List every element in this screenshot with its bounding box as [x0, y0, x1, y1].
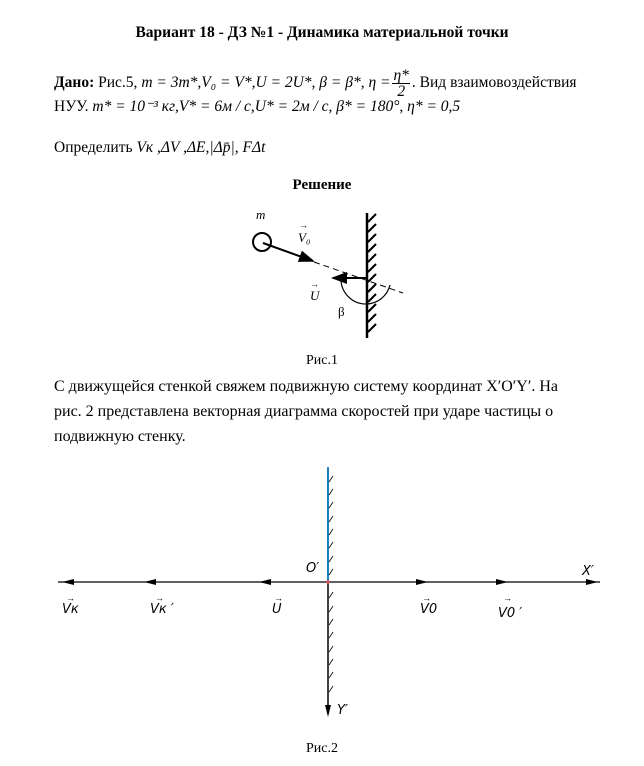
- given-figure-ref: Рис.5,: [98, 74, 138, 92]
- mass-label: m: [256, 207, 266, 222]
- vk-label: Vк: [62, 602, 79, 617]
- vk-prime-label: Vк ′: [150, 602, 174, 617]
- paragraph-line: С движущейся стенкой свяжем подвижную систему координат X′O′Y′. На: [54, 378, 559, 395]
- figure-2-caption: Рис.2: [306, 741, 338, 756]
- y-axis-arrow-icon: [325, 705, 331, 717]
- given-label: Дано:: [54, 74, 95, 92]
- svg-text:→: →: [155, 593, 164, 603]
- u-label: U: [310, 288, 320, 303]
- svg-text:→: →: [66, 593, 75, 603]
- v0-vector-arrow-icon: →: [299, 220, 308, 230]
- fraction-denominator: 2: [397, 83, 406, 100]
- origin-point: [326, 580, 330, 584]
- initial-conditions-label: НУУ.: [54, 98, 89, 115]
- u-vector-arrow-icon: →: [310, 279, 319, 289]
- v0-label: V0: [420, 602, 438, 617]
- svg-text:→: →: [503, 593, 512, 603]
- paragraph-line: подвижную стенку.: [54, 428, 186, 445]
- determine-label: Определить: [54, 139, 133, 156]
- page-title: Вариант 18 - ДЗ №1 - Динамика материальной точки: [135, 24, 509, 41]
- v0-label: V₀: [298, 230, 311, 245]
- origin-label: O′: [306, 561, 320, 576]
- vk-arrow-icon: [62, 579, 74, 585]
- given-formula: m = 3m*,V₀ = V*,U = 2U*, β = β*, η =: [141, 74, 391, 92]
- solution-heading: Решение: [292, 177, 352, 193]
- initial-conditions-formula: m* = 10⁻³ кг,V* = 6м / с,U* = 2м / с, β* = 180°, η* = 0,5: [92, 98, 461, 115]
- x-axis-arrow-icon: [586, 579, 598, 585]
- figure-1-caption: Рис.1: [306, 353, 338, 368]
- y-axis-label: Y′: [337, 703, 348, 718]
- x-axis-label: X′: [582, 564, 594, 579]
- svg-text:→: →: [422, 593, 431, 603]
- u-arrow-icon: [259, 579, 271, 585]
- determine-formula: Vк ,ΔV ,ΔE,|Δp̄|, FΔt: [136, 139, 266, 156]
- svg-text:→: →: [274, 593, 283, 603]
- given-tail: . Вид взаимовоздействия: [411, 74, 577, 92]
- vector-arrow-marks: [66, 593, 512, 603]
- vk-prime-arrow-icon: [144, 579, 156, 585]
- beta-label: β: [338, 304, 345, 319]
- v0-prime-arrow-icon: [496, 579, 508, 585]
- fraction-numerator: η*: [393, 67, 409, 84]
- v0-arrow-icon: [416, 579, 428, 585]
- paragraph-line: рис. 2 представлена векторная диаграмма скоростей при ударе частицы о: [54, 403, 554, 420]
- wall-hatching: [329, 476, 333, 692]
- v0-prime-label: V0 ′: [498, 606, 523, 621]
- u-label: U: [272, 602, 282, 617]
